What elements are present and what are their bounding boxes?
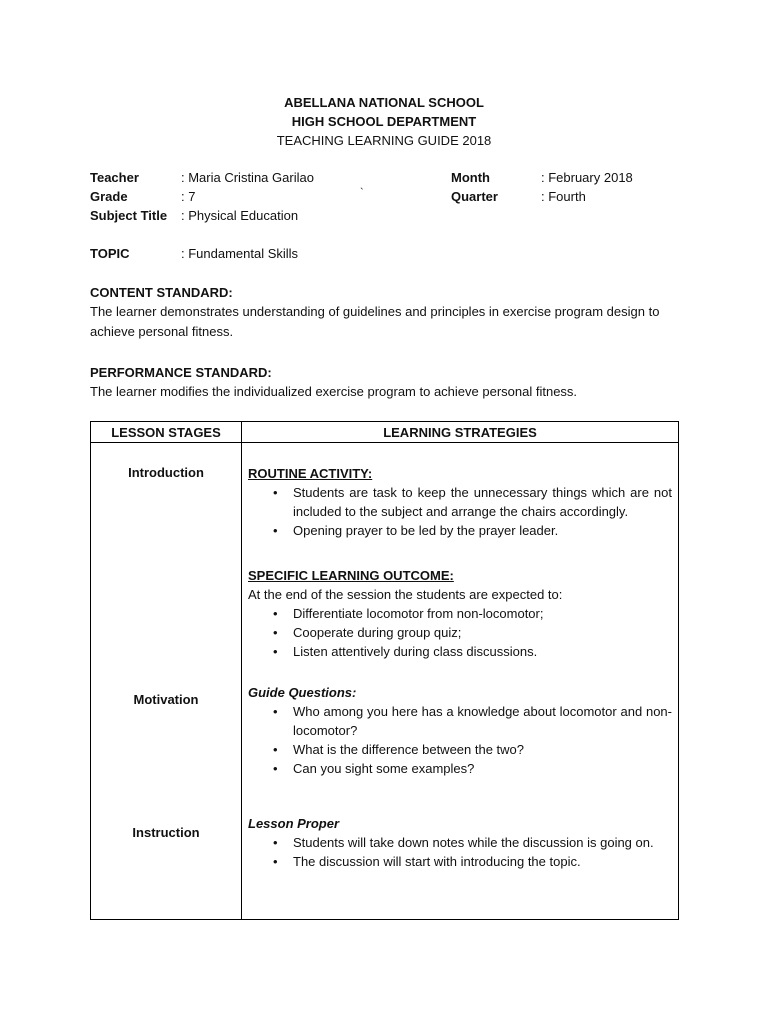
list-item: • Cooperate during group quiz; — [293, 623, 672, 642]
table-header-row — [91, 422, 679, 443]
strategies-cell — [242, 443, 679, 920]
month-label: Month — [451, 170, 490, 185]
teacher-value: : Maria Cristina Garilao — [181, 170, 314, 185]
performance-standard-text: The learner modifies the individualized exercise program to achieve personal fitness. — [90, 384, 578, 399]
teacher-label: Teacher — [90, 170, 139, 185]
learning-outcome-title: SPECIFIC LEARNING OUTCOME: — [248, 568, 454, 583]
document-header — [0, 93, 768, 150]
lesson-table — [90, 421, 679, 920]
guide-title: TEACHING LEARNING GUIDE 2018 — [276, 133, 492, 148]
stage-instruction: Instruction — [132, 825, 200, 840]
list-item: • Who among you here has a knowledge about locomotor and non-locomotor? — [293, 702, 672, 740]
quarter-value: : Fourth — [541, 189, 586, 204]
info-row-grade — [90, 187, 690, 206]
list-item: • Differentiate locomotor from non-locomotor; — [293, 604, 672, 623]
month-value: : February 2018 — [541, 170, 633, 185]
learning-outcome-list — [248, 604, 672, 661]
stages-cell — [91, 443, 242, 920]
lesson-proper-list — [248, 833, 672, 871]
subject-label: Subject Title — [90, 208, 168, 223]
stage-motivation: Motivation — [133, 692, 199, 707]
table-row — [91, 443, 679, 920]
quarter-label: Quarter — [451, 189, 498, 204]
guide-questions-list — [248, 702, 672, 778]
col-header-lesson-stages: LESSON STAGES — [91, 422, 242, 443]
strategies-content — [242, 443, 678, 871]
routine-activity-list — [248, 483, 672, 540]
department-name: HIGH SCHOOL DEPARTMENT — [291, 114, 477, 129]
content-standard-section — [90, 283, 680, 342]
list-item: • Students are task to keep the unnecessary things which are not included to the subject and arrange the chairs accordingly. — [293, 483, 672, 521]
topic-row — [90, 244, 690, 263]
topic-label: TOPIC — [90, 246, 130, 261]
col-header-learning-strategies: LEARNING STRATEGIES — [242, 422, 679, 443]
list-item: • The discussion will start with introducing the topic. — [293, 852, 672, 871]
subject-value: : Physical Education — [181, 208, 299, 223]
stage-introduction: Introduction — [128, 465, 204, 480]
lesson-proper-title: Lesson Proper — [248, 816, 340, 831]
performance-standard-title: PERFORMANCE STANDARD: — [90, 365, 272, 380]
content-standard-title: CONTENT STANDARD: — [90, 285, 233, 300]
list-item: • Listen attentively during class discussions. — [293, 642, 672, 661]
topic-value: : Fundamental Skills — [181, 246, 299, 261]
list-item: • Students will take down notes while the discussion is going on. — [293, 833, 672, 852]
grade-label: Grade — [90, 189, 128, 204]
school-name: ABELLANA NATIONAL SCHOOL — [284, 95, 484, 110]
performance-standard-section — [90, 363, 680, 402]
content-standard-text: The learner demonstrates understanding of guidelines and principles in exercise program design to achieve personal fitness. — [90, 304, 660, 339]
info-row-subject — [90, 206, 690, 225]
list-item: • Can you sight some examples? — [293, 759, 672, 778]
list-item: • What is the difference between the two? — [293, 740, 672, 759]
routine-activity-title: ROUTINE ACTIVITY: — [248, 466, 373, 481]
learning-outcome-intro: At the end of the session the students are expected to: — [248, 587, 563, 602]
guide-questions-title: Guide Questions: — [248, 685, 357, 700]
grade-value: : 7 — [181, 189, 196, 204]
stray-mark: ` — [360, 187, 364, 199]
info-row-teacher — [90, 168, 690, 187]
list-item: • Opening prayer to be led by the prayer leader. — [293, 521, 672, 540]
info-block — [90, 168, 690, 225]
